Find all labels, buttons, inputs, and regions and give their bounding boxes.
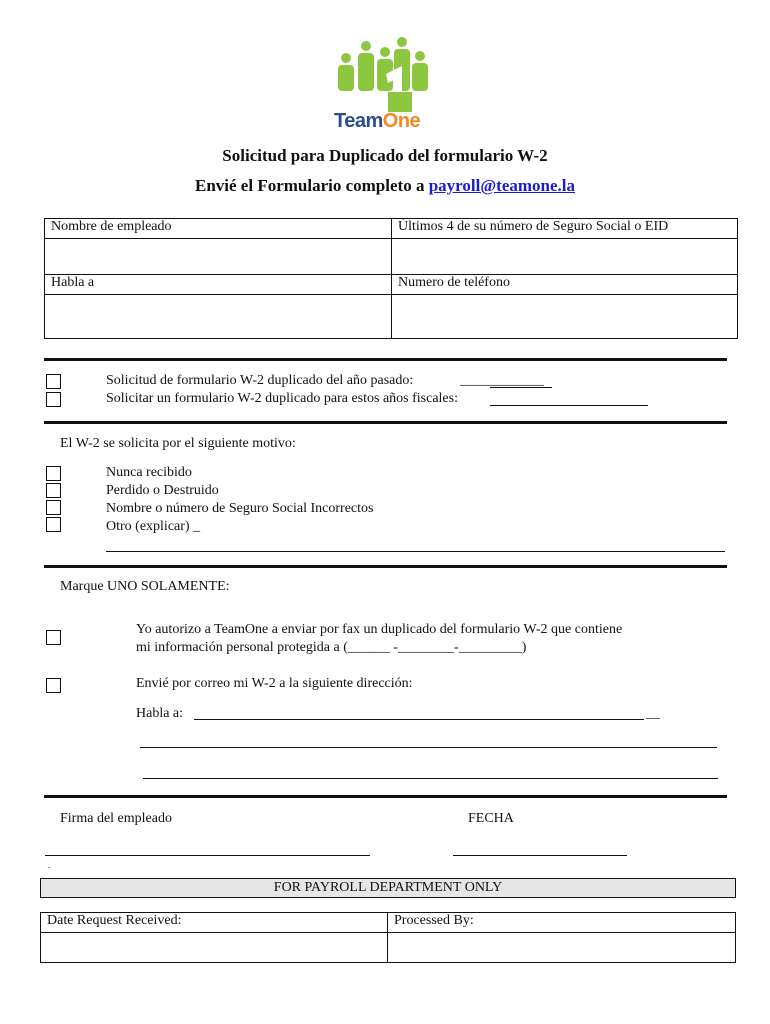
teamone-logo	[330, 36, 440, 136]
phone-field[interactable]	[392, 295, 738, 339]
page-title: Solicitud para Duplicado del formulario W-2	[222, 146, 548, 165]
employee-name-label: Nombre de empleado	[45, 219, 392, 239]
mail-checkbox[interactable]	[46, 678, 61, 693]
page-subtitle	[0, 176, 770, 196]
last-year-checkbox[interactable]	[46, 374, 61, 389]
payroll-banner: FOR PAYROLL DEPARTMENT ONLY	[40, 878, 736, 898]
stray-dot: .	[48, 860, 51, 870]
reason-checkbox-never-received[interactable]	[46, 466, 61, 481]
ssn-field[interactable]	[392, 239, 738, 275]
fax-text-line2: mi información personal protegida a (______ -________-_________)	[136, 640, 527, 655]
mail-address-tail: __	[646, 706, 660, 721]
mail-address-line3[interactable]	[143, 778, 718, 779]
mail-address-line1[interactable]	[194, 719, 644, 720]
logo-text-team: Team	[334, 110, 383, 132]
mail-address-label: Habla a:	[136, 706, 184, 721]
phone-label: Numero de teléfono	[392, 275, 738, 295]
delivery-heading: Marque UNO SOLAMENTE:	[60, 579, 230, 594]
other-blank: _	[193, 519, 201, 534]
section-divider	[44, 358, 727, 361]
date-received-label: Date Request Received:	[41, 913, 388, 933]
fiscal-years-label: Solicitar un formulario W-2 duplicado para estos años fiscales:	[106, 391, 458, 406]
section-divider	[44, 421, 727, 424]
fiscal-years-checkbox[interactable]	[46, 392, 61, 407]
last-year-label: Solicitud de formulario W-2 duplicado del año pasado:	[106, 373, 414, 388]
address-label: Habla a	[45, 275, 392, 295]
email-link[interactable]: payroll@teamone.la	[428, 176, 575, 195]
mail-address-line2[interactable]	[140, 747, 717, 748]
processed-by-label: Processed By:	[388, 913, 736, 933]
address-field[interactable]	[45, 295, 392, 339]
other-explain-field[interactable]	[106, 551, 725, 552]
processed-by-field[interactable]	[388, 933, 736, 963]
reason-checkbox-incorrect[interactable]	[46, 500, 61, 515]
signature-field[interactable]	[45, 855, 370, 856]
reason-heading: El W-2 se solicita por el siguiente motivo:	[60, 436, 296, 451]
reason-option: Otro (explicar)	[106, 519, 190, 534]
section-divider	[44, 565, 727, 568]
last-year-blank[interactable]: ____________	[460, 373, 544, 388]
mail-text: Envié por correo mi W-2 a la siguiente dirección:	[136, 676, 413, 691]
subtitle-text: Envié el Formulario completo a	[194, 176, 429, 195]
employee-info-table	[44, 218, 738, 339]
date-received-field[interactable]	[41, 933, 388, 963]
section-divider	[44, 795, 727, 798]
date-label: FECHA	[468, 811, 514, 826]
fax-checkbox[interactable]	[46, 630, 61, 645]
last-year-underline	[490, 387, 552, 388]
reason-option: Nunca recibido	[106, 465, 192, 480]
reason-checkbox-other[interactable]	[46, 517, 61, 532]
fax-text-line1: Yo autorizo a TeamOne a enviar por fax un duplicado del formulario W-2 que contiene	[136, 622, 623, 637]
fiscal-years-field[interactable]	[490, 405, 648, 406]
logo-text-one: One	[382, 110, 421, 132]
ssn-label: Últimos 4 de su número de Seguro Social o EID	[392, 219, 738, 239]
reason-option: Perdido o Destruido	[106, 483, 219, 498]
reason-checkbox-lost[interactable]	[46, 483, 61, 498]
payroll-table	[40, 912, 736, 963]
date-field[interactable]	[453, 855, 627, 856]
signature-label: Firma del empleado	[60, 811, 172, 826]
employee-name-field[interactable]	[45, 239, 392, 275]
reason-option: Nombre o número de Seguro Social Incorrectos	[106, 501, 374, 516]
